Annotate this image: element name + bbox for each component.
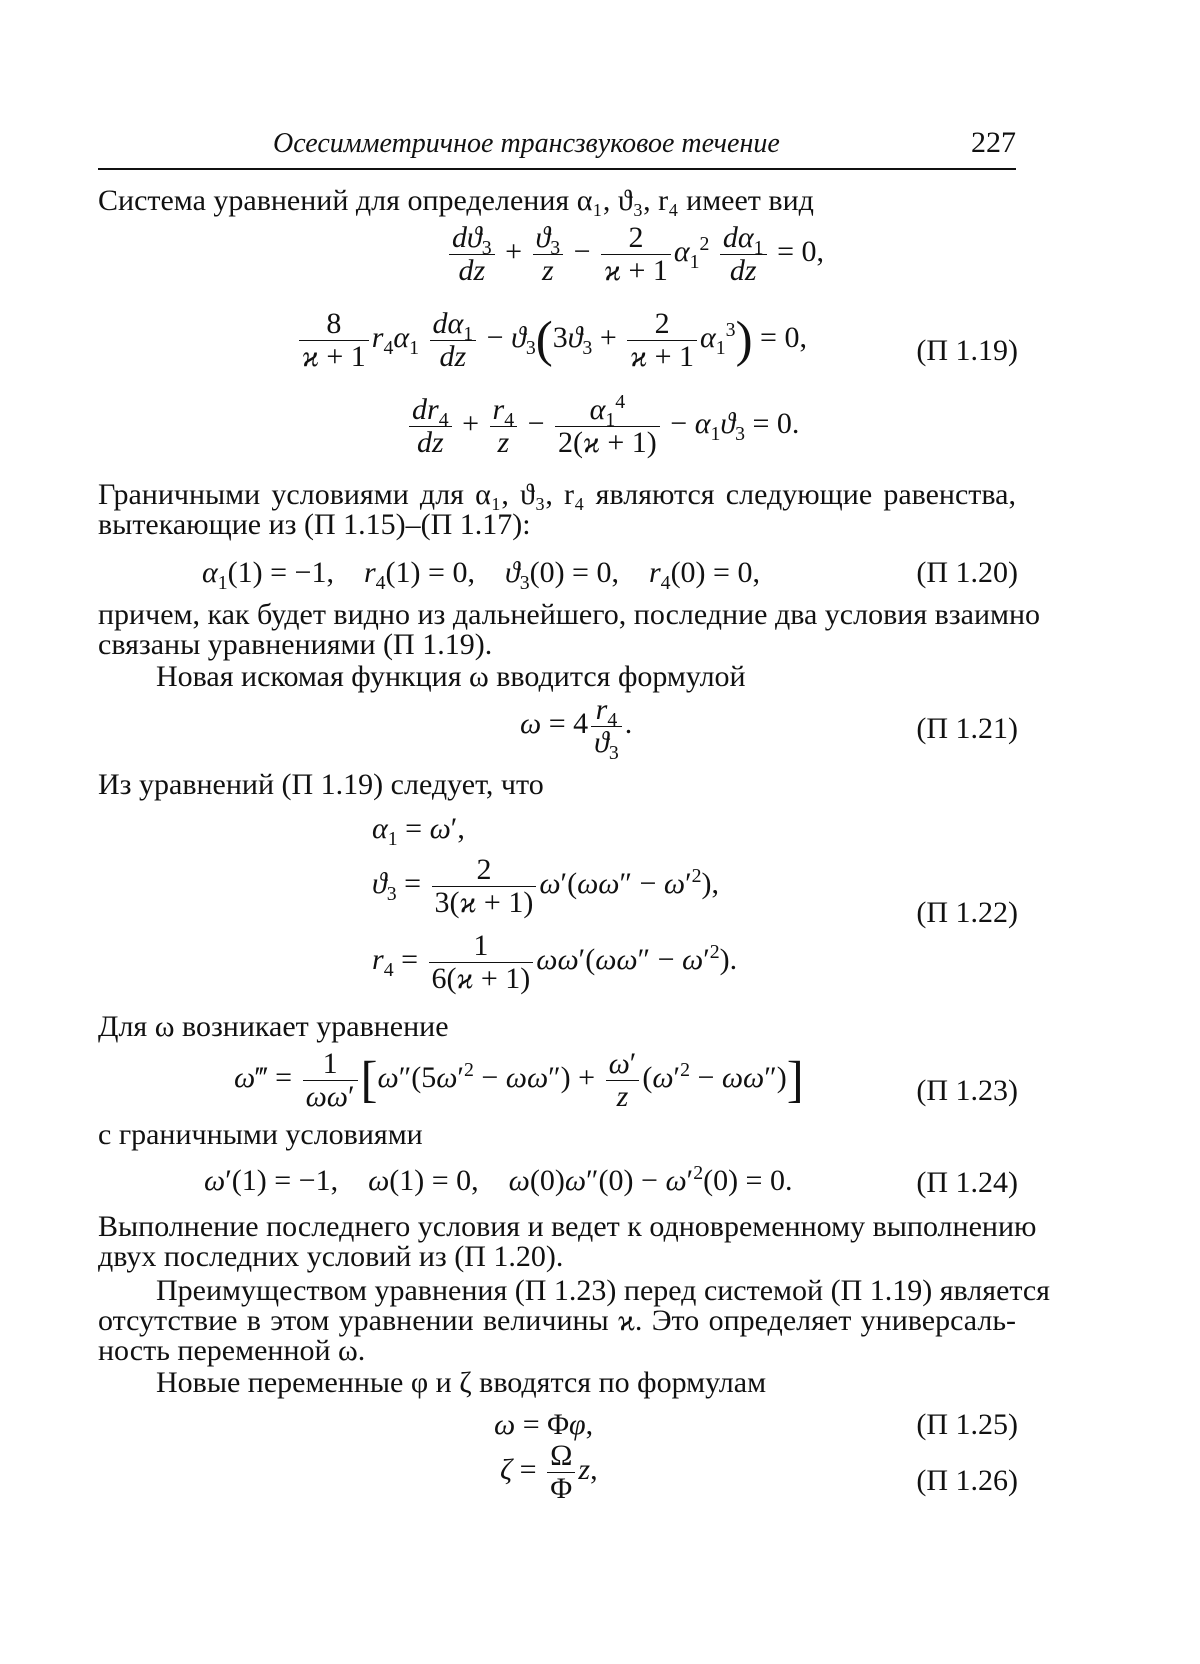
paragraph-execution-line1: Выполнение последнего условия и ведет к одновременному выполнению [98, 1210, 1037, 1243]
equation-number-p1-26: (П 1.26) [916, 1464, 1018, 1497]
paragraph-remark-line2: связаны уравнениями (П 1.19). [98, 628, 493, 661]
equation-number-p1-20: (П 1.20) [916, 556, 1018, 589]
paragraph-boundary-line1: Граничными условиями для α₁, ϑ₃, r₄ являются следующие равенства, [98, 478, 1016, 511]
equation-number-p1-19: (П 1.19) [916, 334, 1018, 367]
paragraph-new-variables: Новые переменные φ и ζ вводятся по формулам [156, 1366, 767, 1399]
paragraph-system-intro: Система уравнений для определения α₁, ϑ₃, r₄ имеет вид [98, 184, 814, 217]
equation-p1-26: ζ = $\frac{\Omega}{\Phi}$ z, [500, 1439, 598, 1505]
paragraph-new-function: Новая искомая функция ω вводится формулой [156, 660, 746, 693]
equation-number-p1-23: (П 1.23) [916, 1074, 1018, 1107]
equation-number-p1-21: (П 1.21) [916, 712, 1018, 745]
equation-p1-22-line3: $r_4$ = $\frac{1}{6(ϰ + 1)}$ $\omega\omega'(\omega\omega'' - \omega'^2)$. [372, 929, 738, 995]
header-rule [98, 168, 1016, 170]
paragraph-advantage-line1: Преимуществом уравнения (П 1.23) перед системой (П 1.19) является [156, 1274, 1050, 1307]
equation-p1-19-line1: $\frac{dϑ_3}{dz}$ + $\frac{ϑ_3}{z}$ − $\frac{2}{ϰ + 1}$ $\alpha_1^2$ $\frac{d\alpha_1}{dz}$ = 0, [446, 222, 824, 286]
equation-p1-24: ω′(1) = −1, ω(1) = 0, $\omega(0)\omega''(0) - \omega'^2(0) = 0$. [204, 1162, 793, 1197]
equation-p1-19-line3: $\frac{dr_4}{dz}$ + $\frac{r_4}{z}$ − $\frac{\alpha_1^4}{2(ϰ + 1)}$ − $\alpha_1ϑ_3 = 0$. [406, 394, 799, 458]
equation-p1-22-line2: $ϑ_3$ = $\frac{2}{3(ϰ + 1)}$ $\omega'(\omega\omega'' - \omega'^2)$, [372, 853, 720, 919]
paragraph-advantage-line3: ность переменной ω. [98, 1334, 366, 1367]
paragraph-remark-line1: причем, как будет видно из дальнейшего, последние два условия взаимно [98, 598, 1041, 631]
paragraph-advantage-line2: отсутствие в этом уравнении величины ϰ. Это определяет универсаль- [98, 1304, 1016, 1337]
equation-p1-23: ω‴ = $\frac{1}{\omega\omega'}$ [$\omega''(5\omega'^2 - \omega\omega'')$ + $\frac{\omega'}{z}$ $(\omega'^2 - \omega\omega'')$] [234, 1047, 804, 1113]
paragraph-boundary-line2: вытекающие из (П 1.15)–(П 1.17): [98, 508, 531, 541]
running-head [98, 128, 1016, 168]
equation-p1-22-line1: $\alpha_1 = \omega'$, [372, 812, 465, 850]
equation-number-p1-24: (П 1.24) [916, 1166, 1018, 1199]
equation-number-p1-25: (П 1.25) [916, 1408, 1018, 1441]
paragraph-boundary-conditions: с граничными условиями [98, 1118, 423, 1151]
page-number: 227 [971, 126, 1016, 159]
running-head-title: Осесимметричное трансзвуковое течение [273, 128, 780, 159]
equation-p1-21: ω = 4 $\frac{r_4}{ϑ_3}$ . [520, 693, 633, 764]
paragraph-execution-line2: двух последних условий из (П 1.20). [98, 1240, 564, 1273]
paragraph-follows: Из уравнений (П 1.19) следует, что [98, 768, 544, 801]
equation-p1-20: $\alpha_1(1) = -1$, $r_4(1) = 0$, $ϑ_3(0) = 0$, $r_4(0) = 0$, [202, 556, 760, 594]
paragraph-equation-arises: Для ω возникает уравнение [98, 1010, 449, 1043]
equation-p1-25: ω = Φφ, [494, 1408, 594, 1441]
equation-number-p1-22: (П 1.22) [916, 896, 1018, 929]
equation-p1-19-line2: $\frac{8}{ϰ + 1}$ $r_4\alpha_1$ $\frac{d\alpha_1}{dz}$ − $ϑ_3(3ϑ_3$ + $\frac{2}{ϰ + 1}$ $\alpha_1^3) = 0$, [296, 308, 807, 372]
